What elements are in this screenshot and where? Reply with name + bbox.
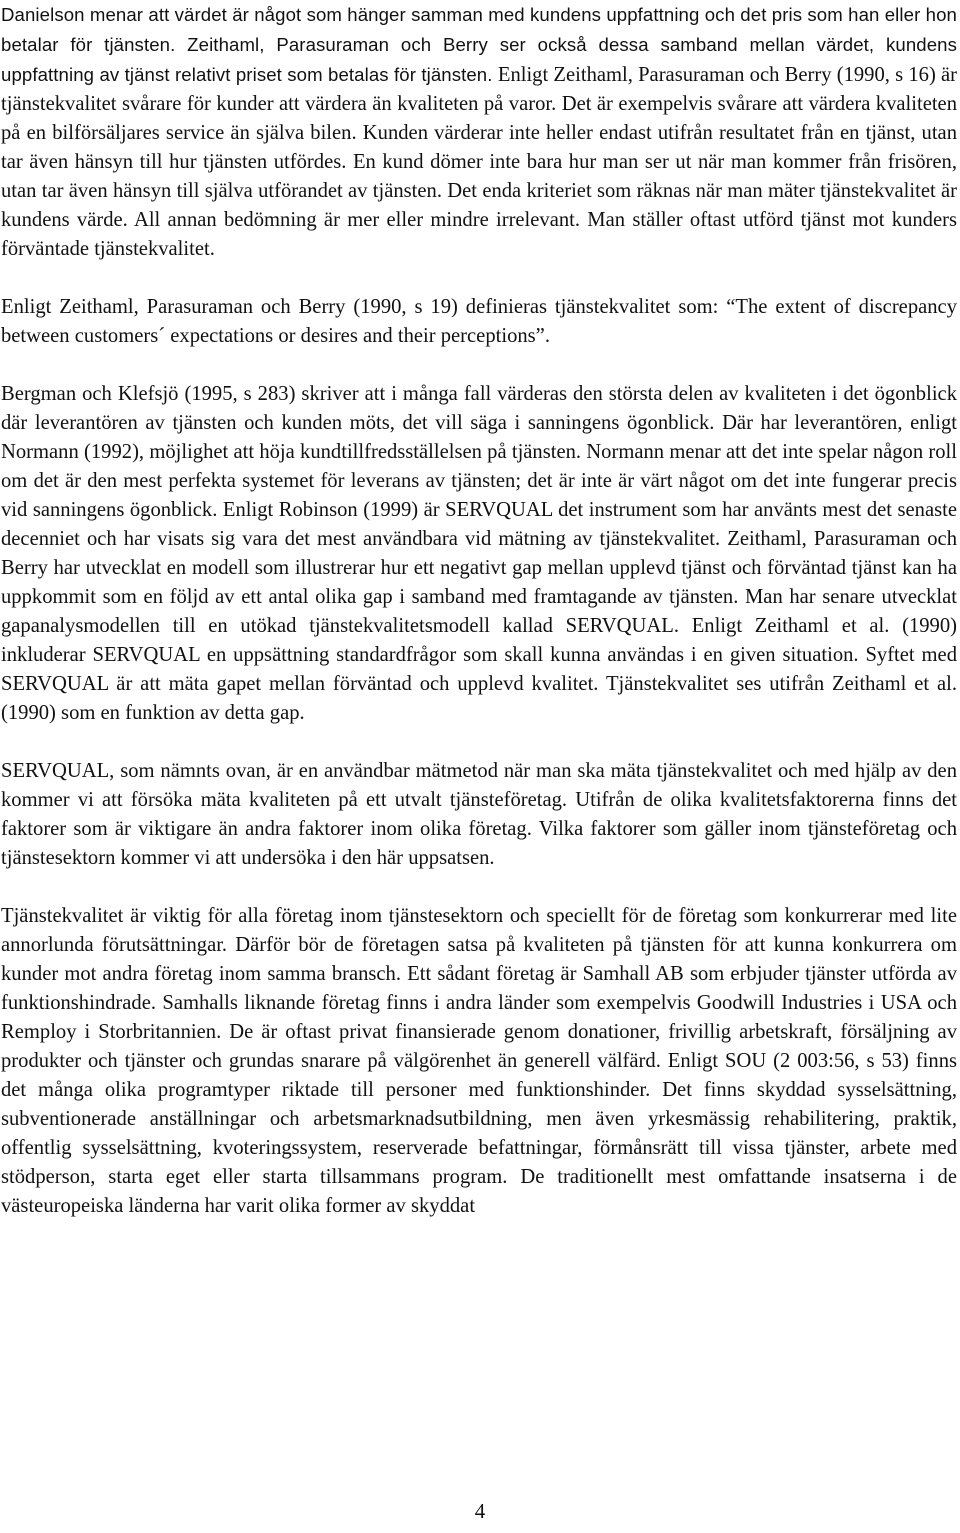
body-paragraph-5 [1,902,957,1221]
paragraph-gap [1,351,957,380]
paragraph-1-segment-2: Enligt Zeithaml, Parasuraman och Berry (1990, s 16) är tjänstekvalitet svårare för kunder att värdera än kvaliteten på varor. Det är exempelvis svårare att värdera kvaliteten på en bilförsäljares service än själva bilen. Kunden värderar inte heller endast utifrån resultatet från en tjänst, utan tar även hänsyn till hur tjänsten utfördes. En kund dömer inte bara hur man ser ut när man kommer från frisören, utan tar även hänsyn till själva utförandet av tjänsten. Det enda kriteriet som räknas när man mäter tjänstekvalitet är kundens värde. All annan bedömning är mer eller mindre irrelevant. Man ställer oftast utförd tjänst mot kunders förväntade tjänstekvalitet. [1,64,958,260]
page-number: 4 [474,1499,486,1523]
paragraph-4-segment-1: SERVQUAL, som nämnts ovan, är en användbar mätmetod när man ska mäta tjänstekvalitet och med hjälp av den kommer vi att försöka mäta kvaliteten på ett utvalt tjänsteföretag. Utifrån de olika kvalitetsfaktorerna finns det faktorer som är viktigare än andra faktorer inom olika företag. Vilka faktorer som gäller inom tjänsteföretag och tjänstesektorn kommer vi att undersöka i den här uppsatsen. [1,760,957,869]
paragraph-5-segment-1: Tjänstekvalitet är viktig för alla företag inom tjänstesektorn och speciellt för de företag som konkurrerar med lite annorlunda förutsättningar. Därför bör de företagen satsa på kvaliteten på tjänsten för att kunna konkurrera om kunder mot andra företag inom samma bransch. Ett sådant företag är Samhall AB som erbjuder tjänster utförda av funktionshindrade. Samhalls liknande företag finns i andra länder som exempelvis Goodwill Industries i USA och Remploy i Storbritannien. De är oftast privat finansierade genom donationer, frivillig arbetskraft, försäljning av produkter och tjänster och grundas snarare på välgörenhet än generell välfärd. Enligt SOU (2 003:56, s 53) finns det många olika programtyper riktade till personer med funktionshinder. Det finns skyddad sysselsättning, subventionerade anställningar och arbetsmarknadsutbildning, men även yrkesmässig rehabilitering, praktik, offentlig sysselsättning, kvoteringssystem, reserverade befattningar, förmånsrätt till vissa tjänster, arbete med stödperson, starta eget eller starta tillsammans program. De traditionellt mest omfattande insatserna i de västeuropeiska länderna har varit olika former av skyddat [1,905,957,1217]
body-paragraph-2 [1,293,957,351]
paragraph-gap [1,873,957,902]
paragraph-2-segment-1: Enligt Zeithaml, Parasuraman och Berry (1990, s 19) definieras tjänstekvalitet som: “The extent of discrepancy between customers´ expectations or desires and their perceptions”. [1,296,957,347]
paragraph-gap [1,264,957,293]
paragraph-gap [1,728,957,757]
paragraph-1-segment-1: Danielson menar att värdet är något som hänger samman med kundens uppfattning och det pris som han eller hon betalar för tjänsten. Zeithaml, Parasuraman och Berry ser också dessa samband mellan värdet, kundens uppfattning av tjänst relativt priset som betalas för tjänsten. [1,4,957,85]
body-paragraph-4 [1,757,957,873]
paragraph-3-segment-1: Bergman och Klefsjö (1995, s 283) skriver att i många fall värderas den största delen av kvaliteten i det ögonblick där leverantören av tjänsten och kunden möts, det vill säga i sanningens ögonblick. Där har leverantören, enligt Normann (1992), möjlighet att höja kundtillfredsställelsen på tjänsten. Normann menar att det inte spelar någon roll om det är den mest perfekta systemet för leverans av tjänsten; det är inte är värt något om det inte fungerar precis vid sanningens ögonblick. Enligt Robinson (1999) är SERVQUAL det instrument som har använts mest det senaste decenniet och har visats sig vara det mest användbara vid mätning av tjänstekvalitet. Zeithaml, Parasuraman och Berry har utvecklat en modell som illustrerar hur ett negativt gap mellan upplevd tjänst och förväntad tjänst kan ha uppkommit som en följd av ett antal olika gap i samband med framtagande av tjänsten. Man har senare utvecklat gapanalysmodellen till en utökad tjänstekvalitetsmodell kallad SERVQUAL. Enligt Zeithaml et al. (1990) inkluderar SERVQUAL en uppsättning standardfrågor som skall kunna användas i en given situation. Syftet med SERVQUAL är att mäta gapet mellan förväntad och upplevd kvalitet. Tjänstekvalitet ses utifrån Zeithaml et al. (1990) som en funktion av detta gap. [1,383,957,724]
body-paragraph-3 [1,380,957,728]
body-paragraph-1 [1,0,957,264]
